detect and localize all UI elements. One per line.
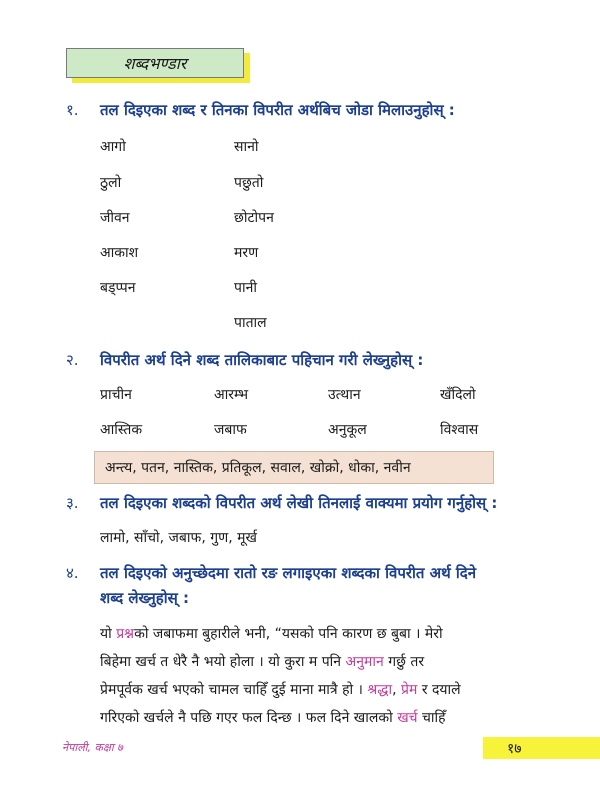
q1-right-word: पछुतो: [234, 175, 264, 191]
footer-subject: नेपाली, कक्षा ७: [62, 741, 123, 754]
q3-number: ३.: [66, 494, 79, 512]
paragraph-line: यो प्रश्नको जबाफमा बुहारीले भनी, “यसको पनि कारण छ बुबा । मेरो: [100, 626, 443, 642]
q4-number: ४.: [66, 564, 79, 582]
q2-word: अनुकूल: [328, 422, 367, 438]
q2-number: २.: [66, 351, 79, 369]
q1-left-word: जीवन: [100, 210, 130, 226]
q1-left-word: ठुलो: [100, 175, 122, 191]
q2-word: आरम्भ: [214, 387, 249, 403]
q1-left-word: आगो: [100, 139, 126, 155]
q1-right-word: छोटोपन: [234, 210, 274, 226]
highlighted-word: अनुमान: [345, 654, 384, 670]
q1-right-word: मरण: [234, 245, 259, 261]
paragraph-line: बिहेमा खर्च त धेरै नै भयो होला । यो कुरा म पनि अनुमान गर्छु तर: [100, 654, 425, 670]
q1-left-word: बड्प्पन: [100, 280, 136, 296]
q2-word: आस्तिक: [100, 422, 143, 438]
q4-paragraph: [100, 620, 540, 732]
q2-instruction: विपरीत अर्थ दिने शब्द तालिकाबाट पहिचान गरी लेख्नुहोस् :: [100, 351, 424, 369]
q1-instruction: तल दिइएका शब्द र तिनका विपरीत अर्थबिच जोडा मिलाउनुहोस् :: [100, 101, 455, 119]
q2-word: विश्वास: [440, 422, 479, 438]
highlighted-word: श्रद्धा: [367, 682, 393, 698]
q3-words: लामो, साँचो, जबाफ, गुण, मूर्ख: [100, 530, 257, 546]
paragraph-line: प्रेमपूर्वक खर्च भएको चामल चाहिँ दुई माना मात्रै हो । श्रद्धा, प्रेम र दयाले: [100, 682, 461, 698]
q2-word: प्राचीन: [100, 387, 132, 403]
q3-instruction: तल दिइएका शब्दको विपरीत अर्थ लेखी तिनलाई वाक्यमा प्रयोग गर्नुहोस् :: [100, 494, 498, 512]
highlighted-word: प्रश्न: [116, 626, 135, 642]
paragraph-line: गरिएको खर्चले नै पछि गएर फल दिन्छ । फल दिने खालको खर्च चाहिँ: [100, 710, 446, 726]
q1-number: १.: [66, 101, 79, 119]
q1-left-word: आकाश: [100, 245, 139, 261]
q1-right-word: पानी: [234, 280, 257, 296]
q1-right-word: सानो: [234, 139, 259, 155]
q2-word-box: अन्त्य, पतन, नास्तिक, प्रतिकूल, सवाल, खोक्रो, धोका, नवीन: [94, 451, 494, 484]
q4-instruction-line2: शब्द लेख्नुहोस् :: [100, 589, 189, 607]
q2-word: जबाफ: [214, 422, 247, 438]
q2-word: खँदिलो: [440, 387, 476, 403]
q4-instruction-line1: तल दिइएको अनुच्छेदमा रातो रङ लगाइएका शब्दका विपरीत अर्थ दिने: [100, 564, 477, 582]
q2-word: उत्थान: [328, 387, 361, 403]
highlighted-word: खर्च: [397, 710, 418, 726]
section-banner: शब्दभण्डार: [66, 48, 244, 78]
highlighted-word: प्रेम: [401, 682, 418, 698]
page-number: १७: [483, 737, 600, 759]
q1-right-word: पाताल: [234, 315, 267, 331]
